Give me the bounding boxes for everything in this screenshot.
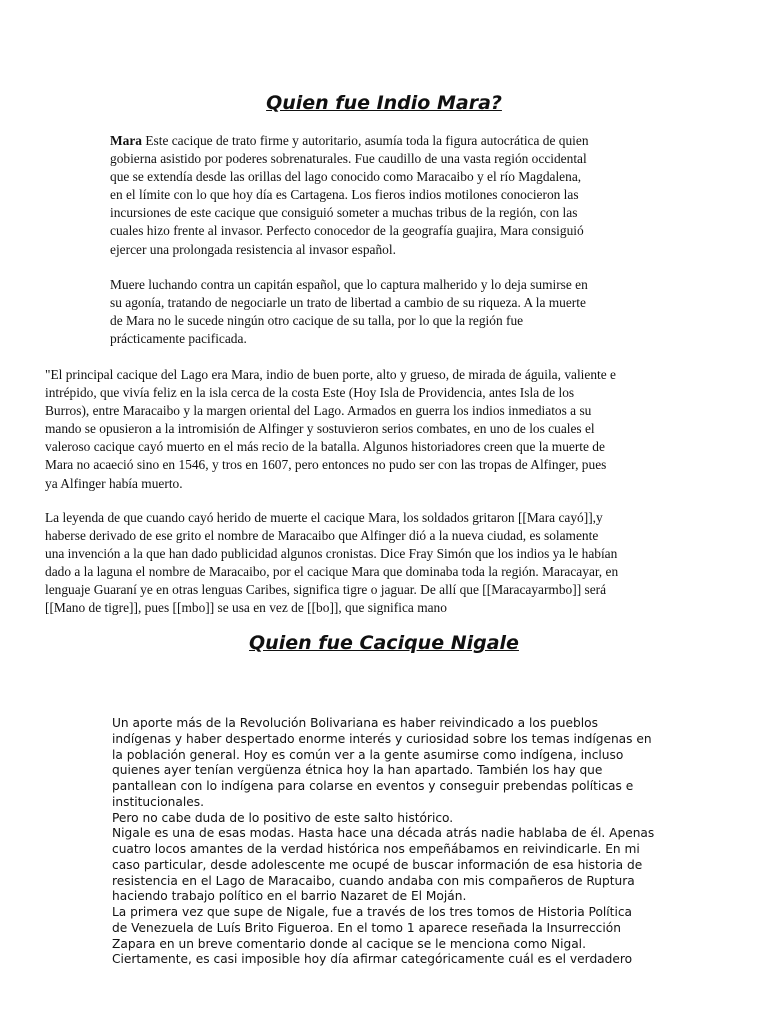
- paragraph-line: una invención a la que han dado publicidad algunos cronistas. Dice Fray Simón que los indios ya le habían: [45, 546, 618, 562]
- paragraph-line: pantallean con lo indígena para colarse en eventos y conseguir prebendas políticas e: [112, 779, 634, 793]
- paragraph-line: de Mara no le sucede ningún otro cacique de su talla, por lo que la región fue: [110, 313, 524, 329]
- paragraph-line: cuatro locos amantes de la verdad histórica nos empeñábamos en reivindicarle. En mi: [112, 842, 640, 856]
- paragraph-line: prácticamente pacificada.: [110, 331, 247, 347]
- paragraph-line: institucionales.: [112, 794, 204, 809]
- paragraph-line: haberse derivado de ese grito el nombre de Maracaibo que Alfinger dió a la nueva ciudad, es solamente: [45, 528, 599, 544]
- paragraph-mara-death: [110, 276, 655, 348]
- paragraph-line: La leyenda de que cuando cayó herido de muerte el cacique Mara, los soldados gritaron [[Mara cayó]],y: [45, 510, 603, 525]
- page-title: Quien fue Indio Mara?: [266, 92, 502, 114]
- paragraph-line: [110, 132, 655, 150]
- paragraph-mara-intro: [110, 132, 655, 259]
- paragraph-line: Ciertamente, es casi imposible hoy día afirmar categóricamente cuál es el verdadero: [112, 952, 633, 967]
- paragraph-line: incursiones de este cacique que consiguió someter a muchas tribus de la región, con las: [110, 205, 578, 221]
- paragraph-line: [[Mano de tigre]], pues [[mbo]] se usa en vez de [[bo]], que significa mano: [45, 600, 447, 616]
- paragraph-line: valeroso cacique cayó muerto en el más recio de la batalla. Algunos historiadores creen que la muerte de: [45, 439, 605, 455]
- paragraph-line: cuales hizo frente al invasor. Perfecto conocedor de la geografía guajira, Mara consiguió: [110, 223, 584, 239]
- paragraph-line: en el límite con lo que hoy día es Cartagena. Los fieros indios motilones conocieron las: [110, 187, 579, 203]
- paragraph-nigale: [112, 716, 672, 968]
- paragraph-line: Zapara en un breve comentario donde al cacique se le menciona como Nigal.: [112, 936, 586, 951]
- paragraph-line: Burros), entre Maracaibo y la margen oriental del Lago. Armados en guerra los indios inmediatos a su: [45, 403, 592, 419]
- paragraph-line: mando se opusieron a la intromisión de Alfinger y sostuvieron serios combates, en uno de los cuales el: [45, 421, 595, 437]
- paragraph-line: haciendo trabajo político en el barrio Nazaret de El Moján.: [112, 889, 467, 904]
- paragraph-line: Muere luchando contra un capitán español, que lo captura malherido y lo deja sumirse en: [110, 277, 588, 292]
- paragraph-leyenda: [45, 509, 725, 618]
- paragraph-line: caso particular, desde adolescente me ocupé de buscar información de esa historia de: [112, 857, 643, 872]
- paragraph-line: lenguaje Guaraní ye en otras lenguas Caribes, significa tigre o jaguar. De allí que [[Maracayarmbo]] será: [45, 582, 607, 598]
- paragraph-line: Nigale es una de esas modas. Hasta hace una década atrás nadie hablaba de él. Apenas: [112, 826, 655, 841]
- section-title: Quien fue Cacique Nigale: [249, 632, 519, 654]
- paragraph-line: La primera vez que supe de Nigale, fue a través de los tres tomos de Historia Política: [112, 905, 633, 919]
- paragraph-line: gobierna asistido por poderes sobrenaturales. Fue caudillo de una vasta región occidental: [110, 151, 587, 167]
- paragraph-line: indígenas y haber despertado enorme interés y curiosidad sobre los temas indígenas en: [112, 731, 652, 746]
- paragraph-line: dado a la laguna el nombre de Maracaibo, por el cacique Mara que dominaba toda la región. Maracayar, en: [45, 564, 619, 580]
- paragraph-line: que se extendía desde las orillas del lago conocido como Maracaibo y el río Magdalena,: [110, 169, 582, 185]
- paragraph-line: resistencia en el Lago de Maracaibo, cuando andaba con mis compañeros de Ruptura: [112, 873, 635, 888]
- paragraph-principal-cacique: [45, 366, 725, 493]
- paragraph-line: intrépido, que vivía feliz en la isla cerca de la costa Este (Hoy Isla de Providencia, antes Isla de los: [45, 385, 575, 401]
- paragraph-line: ejercer una prolongada resistencia al invasor español.: [110, 241, 396, 257]
- paragraph-line: Un aporte más de la Revolución Bolivariana es haber reivindicado a los pueblos: [112, 716, 598, 730]
- paragraph-line: Pero no cabe duda de lo positivo de este salto histórico.: [112, 810, 454, 825]
- paragraph-line: su agonía, tratando de negociarle un trato de libertad a cambio de su riqueza. A la muerte: [110, 295, 586, 311]
- line-text: Este cacique de trato firme y autoritario, asumía toda la figura autocrática de quien: [141, 133, 589, 148]
- paragraph-line: "El principal cacique del Lago era Mara, indio de buen porte, alto y grueso, de mirada de águila, valiente e: [45, 367, 616, 382]
- paragraph-line: la población general. Hoy es común ver a la gente asumirse como indígena, incluso: [112, 747, 624, 762]
- paragraph-line: quienes ayer tenían vergüenza étnica hoy la han apartado. También los hay que: [112, 763, 603, 778]
- paragraph-line: Mara no acaeció sino en 1546, y tros en 1607, pero entonces no pudo ser con las tropas de Alfinger, pues: [45, 457, 607, 473]
- paragraph-line: ya Alfinger había muerto.: [45, 475, 183, 491]
- lead-word: Mara: [110, 133, 142, 148]
- paragraph-line: de Venezuela de Luís Brito Figueroa. En el tomo 1 aparece reseñada la Insurrección: [112, 920, 621, 935]
